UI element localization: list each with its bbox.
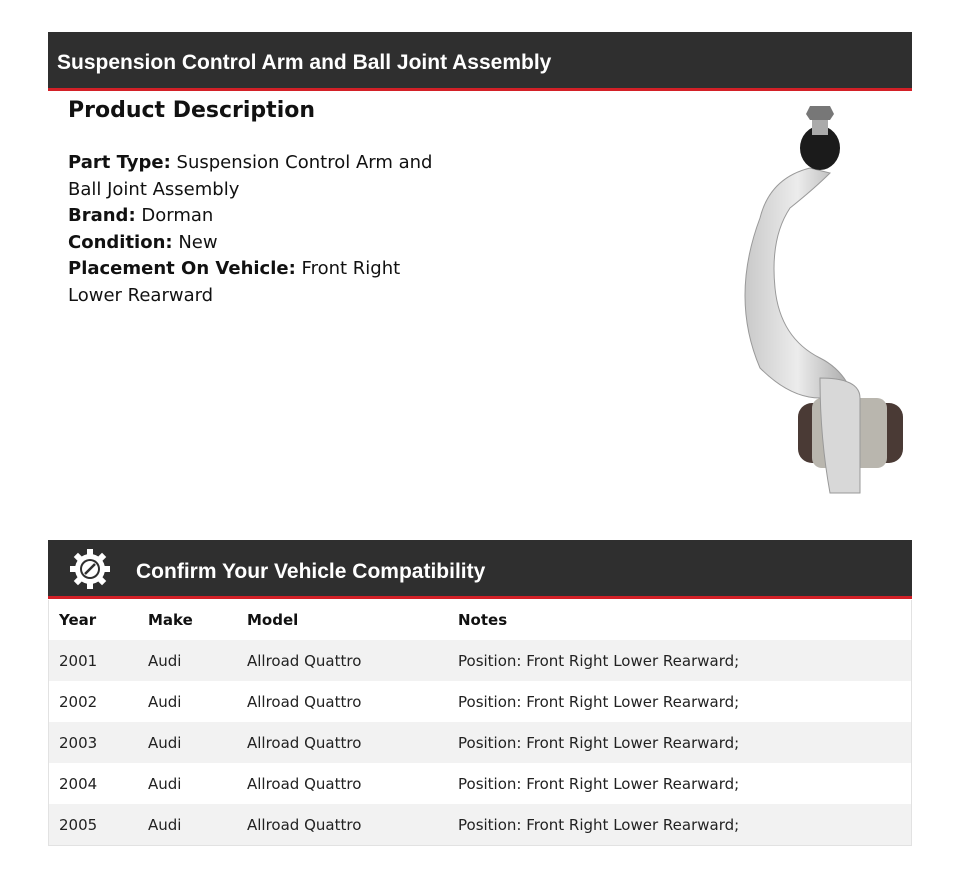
table-row: 2003 Audi Allroad Quattro Position: Front Right Lower Rearward; [49,722,912,763]
product-image [720,98,920,498]
column-make: Make [148,611,193,629]
compatibility-title-bar [48,540,912,599]
product-title-bar [48,32,912,91]
table-row: 2001 Audi Allroad Quattro Position: Front Right Lower Rearward; [49,640,912,681]
field-condition: Condition: New [68,231,218,253]
column-notes: Notes [458,611,508,629]
description-heading: Product Description [68,98,316,123]
compatibility-title: Confirm Your Vehicle Compatibility [136,560,486,583]
column-year: Year [59,611,97,629]
column-model: Model [247,611,299,629]
product-description [68,150,458,309]
compatibility-table [48,600,912,846]
gear-wrench-icon [69,548,111,590]
field-placement: Placement On Vehicle: Front Right Lower Rearward [68,258,401,306]
product-title: Suspension Control Arm and Ball Joint Assembly [57,51,552,74]
field-brand: Brand: Dorman [68,205,214,226]
table-row: 2004 Audi Allroad Quattro Position: Front Right Lower Rearward; [59,774,740,793]
table-row: 2002 Audi Allroad Quattro Position: Front Right Lower Rearward; [59,692,740,711]
table-row: 2005 Audi Allroad Quattro Position: Front Right Lower Rearward; [49,804,912,846]
table-header-row [49,600,912,640]
field-part-type: Part Type: Suspension Control Arm and Ball Joint Assembly [68,152,433,200]
